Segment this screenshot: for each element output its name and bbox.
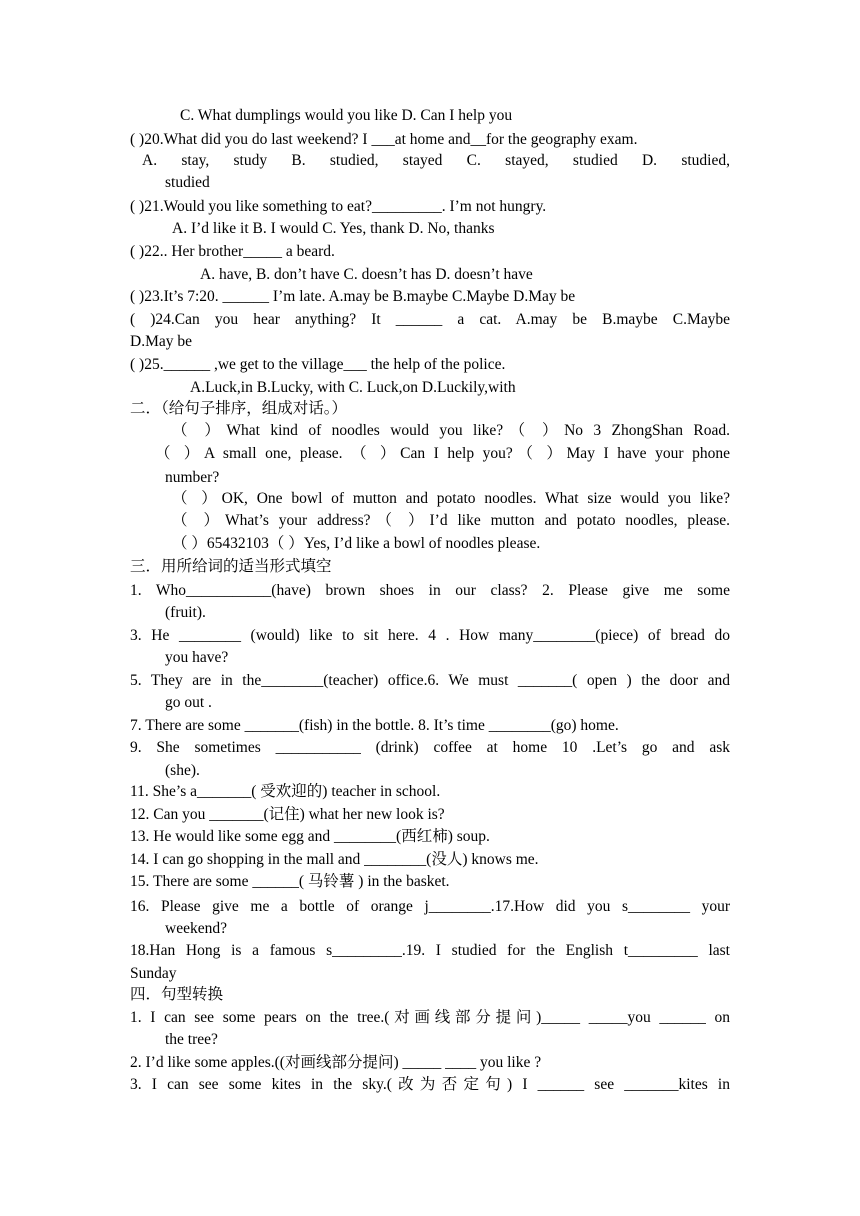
fill-15: 15. There are some ______( 马铃薯 ) in the basket. <box>130 873 450 890</box>
q19-options-cd: C. What dumplings would you like D. Can I help you <box>180 107 513 124</box>
fill-16-17: 16. Please give me a bottle of orange j________.17.How did you s________ your <box>130 898 730 915</box>
fill-5-6: 5. They are in the________(teacher) office.6. We must _______( open ) the door and <box>130 672 730 689</box>
fill-11: 11. She’s a_______( 受欢迎的) teacher in school. <box>130 783 441 800</box>
q23-question: ( )23.It’s 7:20. ______ I’m late. A.may be B.maybe C.Maybe D.May be <box>130 288 576 305</box>
section-2-heading: 二．（给句子排序，组成对话。） <box>130 400 348 417</box>
fill-13: 13. He would like some egg and ________(西红柿) soup. <box>130 828 490 845</box>
q24-question-cont: D.May be <box>130 333 192 350</box>
fill-3-4-cont: you have? <box>165 649 229 666</box>
fill-9-10-cont: (she). <box>165 762 200 779</box>
q25-question: ( )25.______ ,we get to the village___ the help of the police. <box>130 356 506 373</box>
section-4-heading: 四．句型转换 <box>130 986 224 1003</box>
fill-9-10: 9. She sometimes ___________ (drink) coffee at home 10 .Let’s go and ask <box>130 739 730 756</box>
fill-12: 12. Can you _______(记住) what her new look is? <box>130 806 445 823</box>
dialog-line-2: （ ）A small one, please. （ ）Can I help you?（ ）May I have your phone <box>155 445 730 462</box>
q22-question: ( )22.. Her brother_____ a beard. <box>130 243 335 260</box>
dialog-line-4: （ ）What’s your address?（ ）I’d like mutton and potato noodles, please. <box>172 512 730 529</box>
dialog-line-2-cont: number? <box>165 469 220 486</box>
q21-question: ( )21.Would you like something to eat?_________. I’m not hungry. <box>130 198 547 215</box>
transform-3: 3. I can see some kites in the sky.(改为否定句) I ______ see _______kites in <box>130 1076 730 1093</box>
transform-1: 1. I can see some pears on the tree.(对画线部分提问)_____ _____you ______ on <box>130 1009 730 1026</box>
q24-question: ( )24.Can you hear anything? It ______ a cat. A.may be B.maybe C.Maybe <box>130 311 730 328</box>
dialog-line-3: （ ）OK, One bowl of mutton and potato noodles. What size would you like? <box>172 490 730 507</box>
q22-options: A. have, B. don’t have C. doesn’t has D. doesn’t have <box>200 266 533 283</box>
dialog-line-5: （ ）65432103（ ）Yes, I’d like a bowl of noodles please. <box>172 535 541 552</box>
q21-options: A. I’d like it B. I would C. Yes, thank D. No, thanks <box>172 220 495 237</box>
fill-14: 14. I can go shopping in the mall and ________(没人) knows me. <box>130 851 539 868</box>
fill-5-6-cont: go out . <box>165 694 212 711</box>
fill-18-19-cont: Sunday <box>130 965 177 982</box>
transform-2: 2. I’d like some apples.((对画线部分提问) _____ ____ you like ? <box>130 1054 542 1071</box>
q20-options-cont: studied <box>165 174 210 191</box>
fill-1-2-cont: (fruit). <box>165 604 206 621</box>
q25-options: A.Luck,in B.Lucky, with C. Luck,on D.Luckily,with <box>190 379 516 396</box>
q20-question: ( )20.What did you do last weekend? I ___at home and__for the geography exam. <box>130 131 638 148</box>
transform-1-cont: the tree? <box>165 1031 218 1048</box>
fill-1-2: 1. Who___________(have) brown shoes in our class? 2. Please give me some <box>130 582 730 599</box>
fill-7-8: 7. There are some _______(fish) in the bottle. 8. It’s time ________(go) home. <box>130 717 619 734</box>
fill-16-17-cont: weekend? <box>165 920 227 937</box>
fill-18-19: 18.Han Hong is a famous s_________.19. I studied for the English t_________ last <box>130 942 730 959</box>
section-3-heading: 三．用所给词的适当形式填空 <box>130 558 332 575</box>
fill-3-4: 3. He ________ (would) like to sit here. 4 . How many________(piece) of bread do <box>130 627 730 644</box>
q20-options: A. stay, study B. studied, stayed C. stayed, studied D. studied, <box>142 152 730 169</box>
dialog-line-1: （ ）What kind of noodles would you like?（ ）No 3 ZhongShan Road. <box>172 422 730 439</box>
